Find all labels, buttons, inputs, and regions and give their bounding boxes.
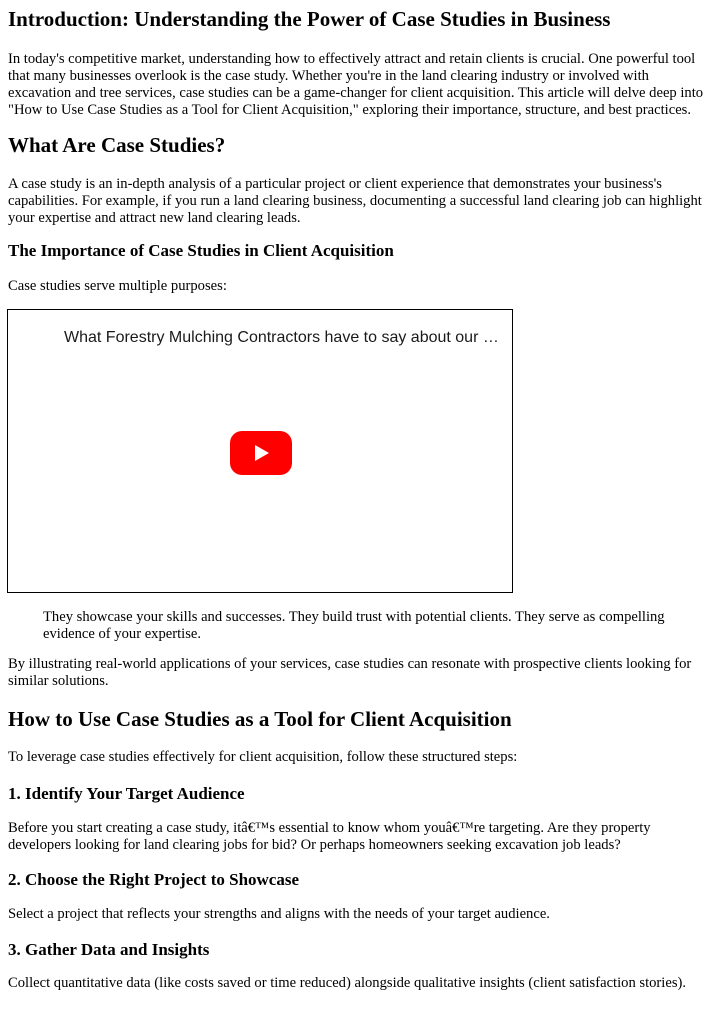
- how-to-heading: How to Use Case Studies as a Tool for Client Acquisition: [8, 707, 512, 731]
- what-are-case-studies-heading: What Are Case Studies?: [8, 133, 226, 157]
- youtube-play-icon[interactable]: [230, 431, 292, 475]
- video-title[interactable]: What Forestry Mulching Contractors have to say about our …: [64, 329, 499, 346]
- illustrating-paragraph: By illustrating real-world applications of your services, case studies can resonate with prospective clients looking for similar solutions.: [8, 656, 692, 689]
- how-to-paragraph: To leverage case studies effectively for client acquisition, follow these structured steps:: [8, 749, 518, 765]
- step-1-paragraph: Before you start creating a case study, itâ€™s essential to know whom youâ€™re targeting. Are they property developers looking for land clearing jobs for bid? Or perhaps homeowners seeking excavation job leads?: [8, 820, 651, 853]
- importance-heading: The Importance of Case Studies in Client Acquisition: [8, 241, 394, 260]
- page-title: Introduction: Understanding the Power of Case Studies in Business: [8, 7, 611, 31]
- embedded-video-player[interactable]: [7, 309, 513, 593]
- what-are-case-studies-paragraph: A case study is an in-depth analysis of a particular project or client experience that demonstrates your business's capabilities. For example, if you run a land clearing business, documenting a successful land clearing job can highlight your expertise and attract new land clearing leads.: [8, 176, 702, 226]
- step-2-paragraph: Select a project that reflects your strengths and aligns with the needs of your target audience.: [8, 906, 550, 922]
- step-3-paragraph: Collect quantitative data (like costs saved or time reduced) alongside qualitative insights (client satisfaction stories).: [8, 975, 687, 991]
- play-triangle-icon: [255, 445, 269, 461]
- step-1-heading: 1. Identify Your Target Audience: [8, 784, 245, 803]
- purposes-intro: Case studies serve multiple purposes:: [8, 278, 227, 294]
- purposes-list: They showcase your skills and successes. They build trust with potential clients. They serve as compelling evidence of your expertise.: [43, 609, 665, 642]
- intro-paragraph: In today's competitive market, understanding how to effectively attract and retain clients is crucial. One powerful tool that many businesses overlook is the case study. Whether you're in the land clearing industry or involved with excavation and tree services, case studies can be a game-changer for client acquisition. This article will delve deep into "How to Use Case Studies as a Tool for Client Acquisition," exploring their importance, structure, and best practices.: [8, 51, 704, 118]
- step-2-heading: 2. Choose the Right Project to Showcase: [8, 870, 300, 889]
- step-3-heading: 3. Gather Data and Insights: [8, 940, 210, 959]
